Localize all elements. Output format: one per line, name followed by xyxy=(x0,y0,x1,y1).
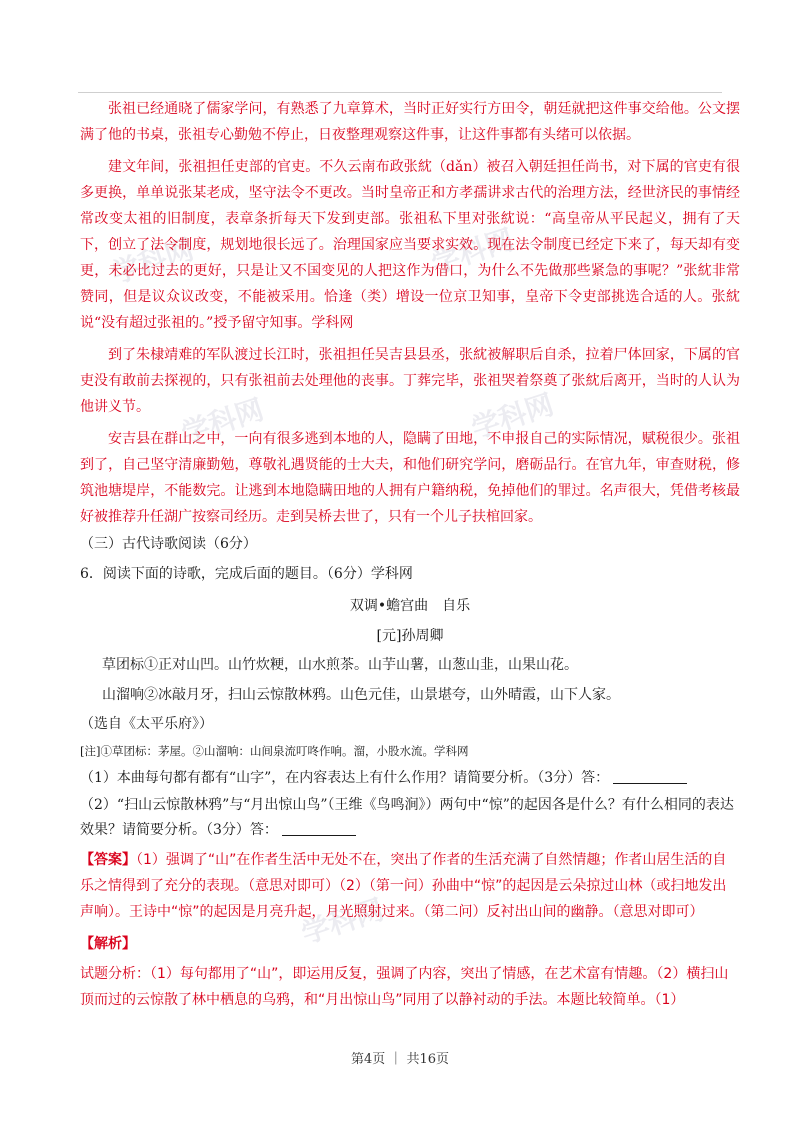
analysis-label: 【解析】 xyxy=(80,936,136,952)
sub-question-1-text: （1）本曲每句都有都有“山字”，在内容表达上有什么作用？请简要分析。（3分）答： xyxy=(80,770,610,786)
answer-label: 【答案】 xyxy=(80,852,136,868)
poem-title: 双调•蟾宫曲 自乐 xyxy=(349,598,471,614)
watermark: 学科网 xyxy=(297,892,388,951)
poem-line-2: 山溜响②冰敲月牙，扫山云惊散林鸦。山色元佳，山景堪夸，山外晴霞，山下人家。 xyxy=(102,687,620,703)
section-heading: （三）古代诗歌阅读（6分） xyxy=(80,536,257,552)
passage-paragraph-2: 建文年间，张祖担任吏部的官吏。不久云南布政张紞（dǎn）被召入朝廷担任尚书，对下属的官吏有很多更换，单单说张某老成，坚守法令不更改。当时皇帝正和方孝孺讲求古代的治理方法，经世济民的事情经常改变太祖的旧制度，表章条折每天下发到吏部。张祖私下里对张紞说：“高皇帝从平民起义，拥有了天下，创立了法令制度，规划地很长远了。治理国家应当要求实效。现在法令制度已经定下来了，每天却有变更，未必比过去的更好，只是让又不国变见的人把这作为借口，为什么不先做那些紧急的事呢？”张紞非常赞同，但是议众议改变，不能被采用。恰逢（类）增设一位京卫知事，皇帝下令吏部挑选合适的人。张紞说“没有超过张祖的。”授予留守知事。学科网 xyxy=(80,159,740,331)
answer-blank-1[interactable] xyxy=(613,769,687,784)
question-6: 6．阅读下面的诗歌，完成后面的题目。（6分）学科网 xyxy=(80,566,413,582)
passage-paragraph-4: 安吉县在群山之中，一向有很多逃到本地的人，隐瞒了田地，不申报自己的实际情况，赋税很少。张祖到了，自己坚守清廉勤勉，尊敬礼遇贤能的士大夫，和他们研究学问，磨砺品行。在官九年，审查财税，修筑池塘堤岸，不能数完。让逃到本地隐瞒田地的人拥有户籍纳税，免掉他们的罪过。名声很大，凭借考核最好被推荐升任湖广按察司经历。走到吴桥去世了，只有一个儿子扶棺回家。 xyxy=(80,431,740,525)
poem-line-1: 草团标①正对山凹。山竹炊粳，山水煎茶。山芋山薯，山葱山韭，山果山花。 xyxy=(102,657,578,673)
sub-question-2-text: （2）“扫山云惊散林鸦”与“月出惊山鸟”（王维《鸟鸣涧》）两句中“惊”的起因各是什么？有什么相同的表达效果？请简要分析。（3分）答： xyxy=(80,797,734,838)
poem-note: [注]①草团标：茅屋。②山溜响：山间泉流叮咚作响。溜，小股水流。学科网 xyxy=(80,744,469,758)
passage-paragraph-1: 张祖已经通晓了儒家学问，有熟悉了九章算术，当时正好实行方田令，朝廷就把这件事交给他。公文摆满了他的书桌，张祖专心勤勉不停止，日夜整理观察这件事，让这件事都有头绪可以依据。 xyxy=(80,101,740,143)
watermark: 学科网 xyxy=(177,392,268,451)
answer-blank-2[interactable] xyxy=(282,821,356,836)
answer-text: （1）强调了“山”在作者生活中无处不在，突出了作者的生活充满了自然情趣；作者山居生活的自乐之情得到了充分的表现。（意思对即可）（2）（第一问）孙曲中“惊”的起因是云朵掠过山林（或扫地发出声响）。王诗中“惊”的起因是月亮升起，月光照射过来。（第二问）反衬出山间的幽静。（意思对即可） xyxy=(80,852,727,920)
header-rule xyxy=(78,92,722,93)
content xyxy=(80,96,740,1013)
analysis-text: 试题分析：（1）每句都用了“山”，即运用反复，强调了内容，突出了情感，在艺术富有情趣。（2）横扫山顶而过的云惊散了林中栖息的乌鸦，和“月出惊山鸟”同用了以静衬动的手法。本题比较简单。（1） xyxy=(80,966,729,1008)
page-footer: 第4页 ｜ 共16页 xyxy=(350,1052,450,1067)
poem-source: （选自《太平乐府》） xyxy=(80,716,213,732)
answer-block xyxy=(80,847,740,925)
watermark: 学科网 xyxy=(107,232,198,291)
passage-paragraph-3: 到了朱棣靖难的军队渡过长江时，张祖担任吴吉县县丞，张紞被解职后自杀，拉着尸体回家，下属的官吏没有敢前去探视的，只有张祖前去处理他的丧事。丁葬完毕，张祖哭着祭奠了张紞后离开，当时的人认为他讲义节。 xyxy=(80,347,740,415)
sub-question-1 xyxy=(80,766,740,791)
watermark: 学科网 xyxy=(427,222,518,281)
watermark: 学科网 xyxy=(467,387,558,446)
poem-author: [元]孙周卿 xyxy=(376,628,444,644)
sub-question-2 xyxy=(80,793,740,843)
